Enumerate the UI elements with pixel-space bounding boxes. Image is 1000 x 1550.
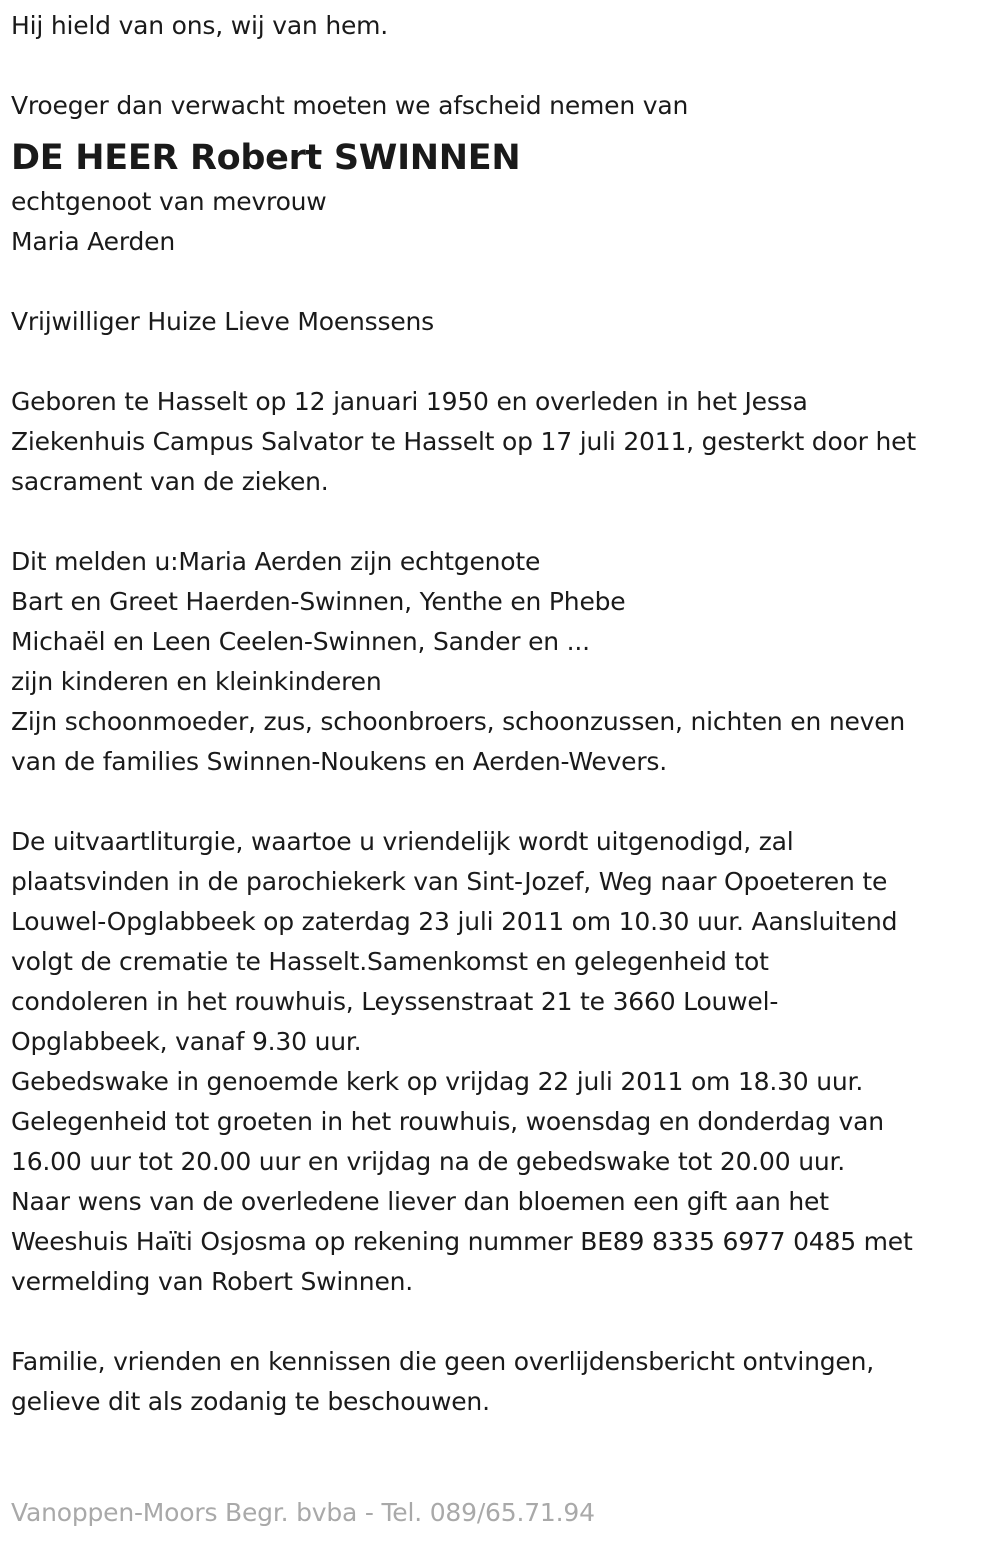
- ceremony-line: plaatsvinden in de parochiekerk van Sint-Jozef, Weg naar Opoeteren te: [11, 867, 888, 896]
- family-line: Zijn schoonmoeder, zus, schoonbroers, schoonzussen, nichten en neven: [11, 707, 906, 736]
- role-line: Vrijwilliger Huize Lieve Moenssens: [11, 307, 434, 336]
- spacer: [11, 782, 991, 822]
- ceremony-line: 16.00 uur tot 20.00 uur en vrijdag na de gebedswake tot 20.00 uur.: [11, 1147, 846, 1176]
- obituary-notice: [11, 0, 991, 1422]
- ceremony-line: Gebedswake in genoemde kerk op vrijdag 22 juli 2011 om 18.30 uur.: [11, 1067, 864, 1096]
- birth-death-line: sacrament van de zieken.: [11, 467, 329, 496]
- ceremony-line: condoleren in het rouwhuis, Leyssenstraat 21 te 3660 Louwel-: [11, 987, 779, 1016]
- spacer: [11, 262, 991, 302]
- spouse-line-1: echtgenoot van mevrouw: [11, 187, 327, 216]
- ceremony-line: Louwel-Opglabbeek op zaterdag 23 juli 2011 om 10.30 uur. Aansluitend: [11, 907, 898, 936]
- spacer: [11, 342, 991, 382]
- family-line: Bart en Greet Haerden-Swinnen, Yenthe en Phebe: [11, 587, 626, 616]
- closing-line: gelieve dit als zodanig te beschouwen.: [11, 1387, 490, 1416]
- spacer: [11, 46, 991, 86]
- family-line: Dit melden u:Maria Aerden zijn echtgenote: [11, 547, 541, 576]
- birth-death-line: Ziekenhuis Campus Salvator te Hasselt op 17 juli 2011, gesterkt door het: [11, 427, 916, 456]
- family-paragraph: [11, 542, 991, 782]
- ceremony-line: Opglabbeek, vanaf 9.30 uur.: [11, 1027, 362, 1056]
- intro-line-2: Vroeger dan verwacht moeten we afscheid nemen van: [11, 91, 689, 120]
- family-line: van de families Swinnen-Noukens en Aerden-Wevers.: [11, 747, 668, 776]
- ceremony-line: vermelding van Robert Swinnen.: [11, 1267, 414, 1296]
- ceremony-line: De uitvaartliturgie, waartoe u vriendelijk wordt uitgenodigd, zal: [11, 827, 794, 856]
- spacer: [11, 1302, 991, 1342]
- intro-line-1: Hij hield van ons, wij van hem.: [11, 11, 389, 40]
- birth-death-line: Geboren te Hasselt op 12 januari 1950 en overleden in het Jessa: [11, 387, 808, 416]
- ceremony-line: volgt de crematie te Hasselt.Samenkomst en gelegenheid tot: [11, 947, 769, 976]
- ceremony-line: Gelegenheid tot groeten in het rouwhuis, woensdag en donderdag van: [11, 1107, 884, 1136]
- birth-death-paragraph: [11, 382, 991, 502]
- ceremony-line: Naar wens van de overledene liever dan bloemen een gift aan het: [11, 1187, 829, 1216]
- ceremony-line: Weeshuis Haïti Osjosma op rekening nummer BE89 8335 6977 0485 met: [11, 1227, 913, 1256]
- closing-paragraph: [11, 1342, 991, 1422]
- ceremony-paragraph: [11, 822, 991, 1302]
- spacer: [11, 502, 991, 542]
- funeral-home-footer: Vanoppen-Moors Begr. bvba - Tel. 089/65.71.94: [11, 1498, 595, 1527]
- closing-line: Familie, vrienden en kennissen die geen overlijdensbericht ontvingen,: [11, 1347, 875, 1376]
- spouse-line-2: Maria Aerden: [11, 227, 175, 256]
- family-line: Michaël en Leen Ceelen-Swinnen, Sander en ...: [11, 627, 590, 656]
- family-line: zijn kinderen en kleinkinderen: [11, 667, 382, 696]
- deceased-name: DE HEER Robert SWINNEN: [11, 138, 521, 178]
